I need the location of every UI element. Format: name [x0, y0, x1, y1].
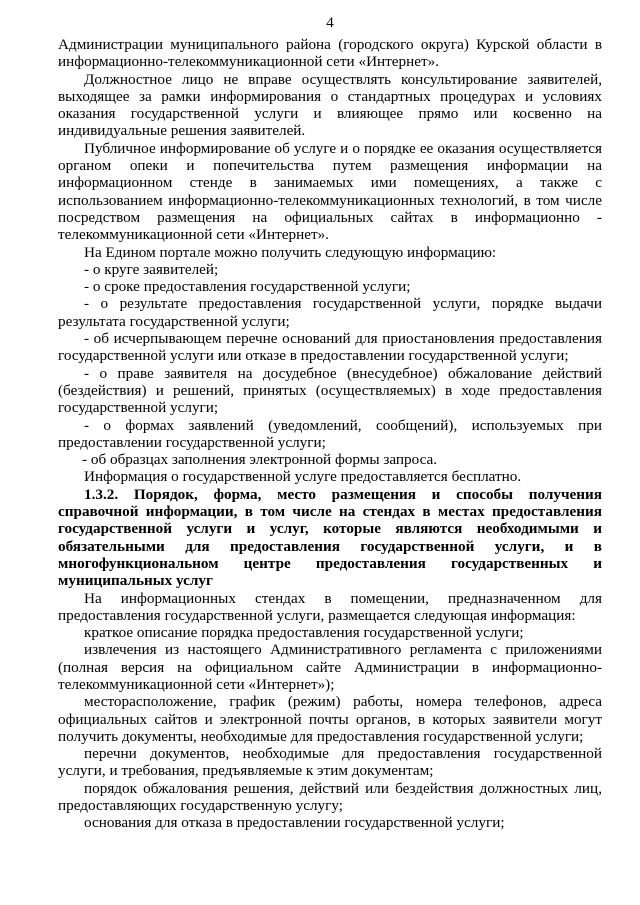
- paragraph: На Едином портале можно получить следующую информацию:: [84, 243, 497, 261]
- paragraph: - об образцах заполнения электронной формы запроса.: [82, 451, 438, 469]
- paragraph: основания для отказа в предоставлении государственной услуги;: [84, 814, 505, 832]
- paragraph: Публичное информирование об услуге и о порядке ее оказания осуществляется органом опеки и попечительства путем размещения информации на информационном стенде в занимаемых ими помещениях, а также с использованием информационно-телекоммуникационных технологий, в том числе посредством размещения на официальных сайтах в информационно - телекоммуникационной сети «Интернет».: [58, 139, 602, 244]
- paragraph: - о круге заявителей;: [84, 260, 219, 278]
- paragraph: - о формах заявлений (уведомлений, сообщений), используемых при предоставлении государственной услуги;: [58, 416, 602, 451]
- page-number: 4: [326, 15, 334, 31]
- paragraph: месторасположение, график (режим) работы, номера телефонов, адреса официальных сайтов и электронной почты органов, в которых заявители могут получить документы, необходимые для предоставления государственной услуги;: [58, 693, 602, 745]
- paragraph: - о результате предоставления государственной услуги, порядке выдачи результата государственной услуги;: [58, 295, 602, 330]
- paragraph: 1.3.2. Порядок, форма, место размещения и способы получения справочной информации, в том числе на стендах в местах предоставления государственной услуги и услуг, которые являются необходимыми и обязательными для предоставления государственной услуги, и в многофункциональном центре предоставления государственных и муниципальных услуг: [58, 485, 602, 590]
- document-body: [58, 36, 602, 832]
- paragraph: перечни документов, необходимые для предоставления государственной услуги, и требования, предъявляемые к этим документам;: [58, 745, 602, 780]
- paragraph: - о праве заявителя на досудебное (внесудебное) обжалование действий (бездействия) и решений, принятых (осуществляемых) в ходе предоставления государственной услуги;: [58, 364, 602, 417]
- paragraph: порядок обжалования решения, действий или бездействия должностных лиц, предоставляющих государственную услугу;: [58, 779, 602, 815]
- paragraph: краткое описание порядка предоставления государственной услуги;: [84, 624, 524, 642]
- paragraph: Администрации муниципального района (городского округа) Курской области в информационно-телекоммуникационной сети «Интернет».: [58, 36, 602, 71]
- paragraph: извлечения из настоящего Административного регламента с приложениями (полная версия на официальном сайте Администрации в информационно-телекоммуникационной сети «Интернет»);: [58, 641, 602, 693]
- paragraph: Информация о государственной услуге предоставляется бесплатно.: [84, 468, 522, 486]
- paragraph: На информационных стендах в помещении, предназначенном для предоставления государственной услуги, размещается следующая информация:: [58, 589, 602, 624]
- paragraph: - о сроке предоставления государственной услуги;: [84, 278, 411, 296]
- paragraph: - об исчерпывающем перечне оснований для приостановления предоставления государственной услуги или отказе в предоставлении государственной услуги;: [58, 330, 602, 365]
- paragraph: Должностное лицо не вправе осуществлять консультирование заявителей, выходящее за рамки информирования о стандартных процедурах и условиях оказания государственной услуги и влияющее прямо или косвенно на индивидуальные решения заявителей.: [58, 70, 602, 140]
